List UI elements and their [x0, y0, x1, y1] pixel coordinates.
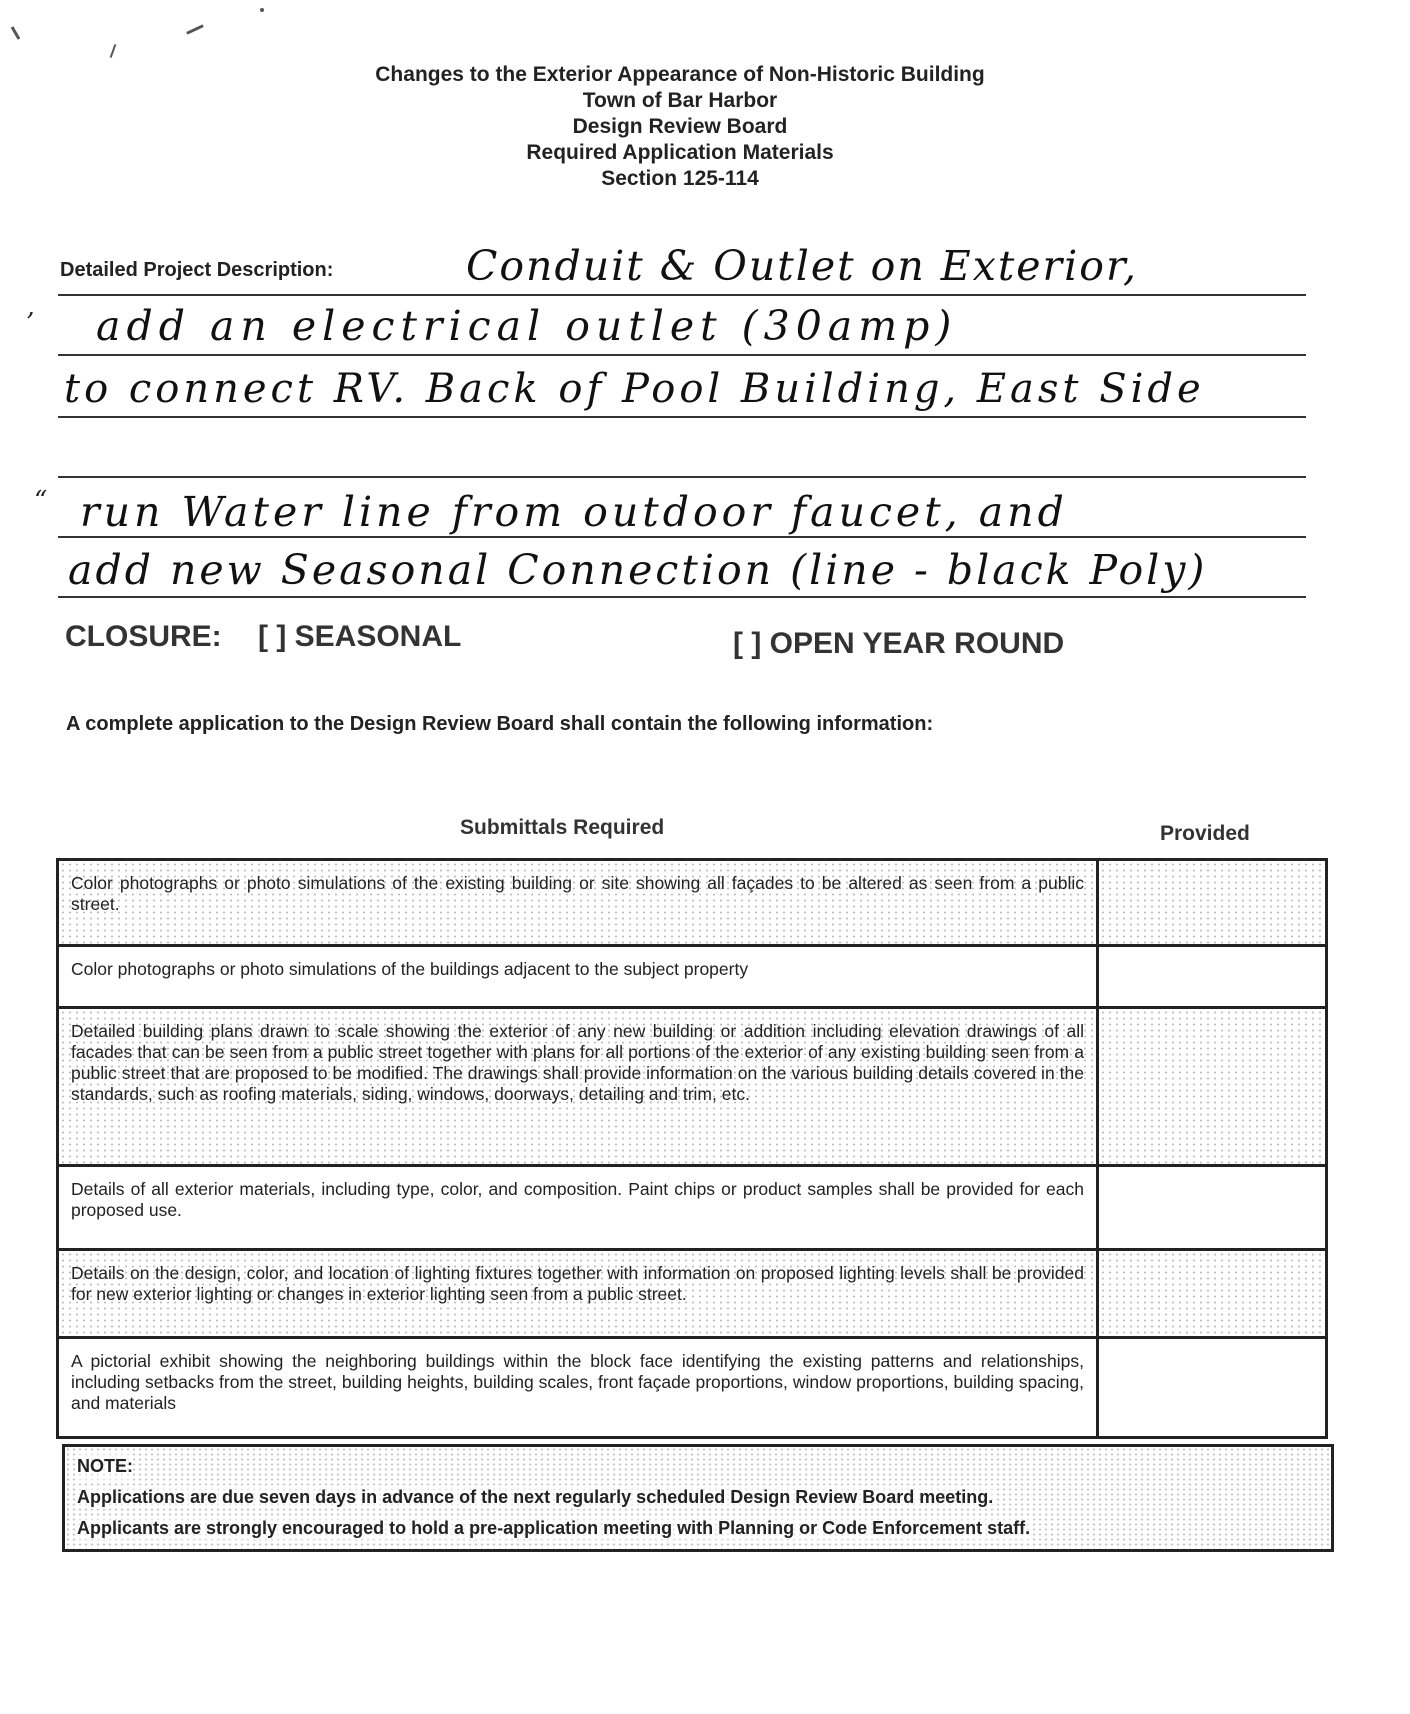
scan-mark [11, 26, 21, 40]
closure-open-year-round-option: [ ] OPEN YEAR ROUND [733, 627, 1065, 660]
description-rule [58, 476, 1306, 478]
table-row [58, 1008, 1327, 1166]
submittal-text: A pictorial exhibit showing the neighboring buildings within the block face identifying the existing patterns and relationships, including setbacks from the street, building heights, building scales, front façade proportions, window proportions, building spacing, and materials [58, 1338, 1098, 1438]
scan-mark [260, 8, 264, 12]
scan-mark [110, 44, 117, 58]
submittals-required-header: Submittals Required [460, 816, 665, 839]
provided-cell [1098, 946, 1327, 1008]
submittal-text: Color photographs or photo simulations of the existing building or site showing all façades to be altered as seen from a public street. [58, 860, 1098, 946]
submittal-text: Color photographs or photo simulations of the buildings adjacent to the subject property [58, 946, 1098, 1008]
provided-cell [1098, 1008, 1327, 1166]
closure-label: CLOSURE: [65, 620, 222, 653]
intro-text: A complete application to the Design Review Board shall contain the following information: [66, 713, 934, 735]
description-line-6: add new Seasonal Connection (line - black Poly) [68, 546, 1208, 594]
provided-header: Provided [1160, 822, 1250, 845]
description-rule [58, 354, 1306, 356]
project-description-label: Detailed Project Description: [60, 259, 334, 281]
submittal-text: Detailed building plans drawn to scale showing the exterior of any new building or addition including elevation drawings of all facades that can be seen from a public street together with plans for all portions of the exterior of any existing building seen from a public street that are proposed to be modified. The drawings shall provide information on the various building details covered in the standards, such as roofing materials, siding, windows, doorways, detailing and trim, etc. [58, 1008, 1098, 1166]
description-rule [58, 596, 1306, 598]
margin-mark: ’ [26, 308, 35, 338]
provided-cell [1098, 860, 1327, 946]
description-line-1: Conduit & Outlet on Exterior, [466, 242, 1139, 290]
submittal-text: Details of all exterior materials, including type, color, and composition. Paint chips or product samples shall be provided for each proposed use. [58, 1166, 1098, 1250]
note-line-1: Applications are due seven days in advance of the next regularly scheduled Design Review Board meeting. [77, 1487, 994, 1507]
document-header [0, 62, 1360, 192]
submittal-text: Details on the design, color, and location of lighting fixtures together with information on proposed lighting levels shall be provided for new exterior lighting or changes in exterior lighting seen from a public street. [58, 1250, 1098, 1338]
description-line-2: add an electrical outlet (30amp) [96, 302, 958, 350]
header-section: Section 125-114 [601, 167, 759, 190]
note-box [62, 1444, 1334, 1552]
note-label: NOTE: [77, 1451, 133, 1482]
provided-cell [1098, 1338, 1327, 1438]
description-line-5: run Water line from outdoor faucet, and [80, 488, 1068, 536]
description-rule [58, 416, 1306, 418]
table-row [58, 946, 1327, 1008]
header-subtitle: Required Application Materials [526, 141, 834, 164]
closure-seasonal-option: [ ] SEASONAL [258, 620, 462, 653]
description-rule [58, 294, 1306, 296]
header-board: Design Review Board [572, 115, 788, 138]
margin-mark: “ [34, 486, 48, 516]
provided-cell [1098, 1250, 1327, 1338]
header-town: Town of Bar Harbor [582, 89, 778, 112]
provided-cell [1098, 1166, 1327, 1250]
submittals-table [56, 858, 1328, 1439]
table-row [58, 860, 1327, 946]
header-title: Changes to the Exterior Appearance of Non-Historic Building [375, 63, 985, 86]
scan-mark [186, 24, 204, 34]
description-line-3: to connect RV. Back of Pool Building, East Side [64, 366, 1205, 412]
table-row [58, 1250, 1327, 1338]
table-row [58, 1338, 1327, 1438]
table-row [58, 1166, 1327, 1250]
description-rule [58, 536, 1306, 538]
note-line-2: Applicants are strongly encouraged to hold a pre-application meeting with Planning or Code Enforcement staff. [77, 1518, 1031, 1538]
